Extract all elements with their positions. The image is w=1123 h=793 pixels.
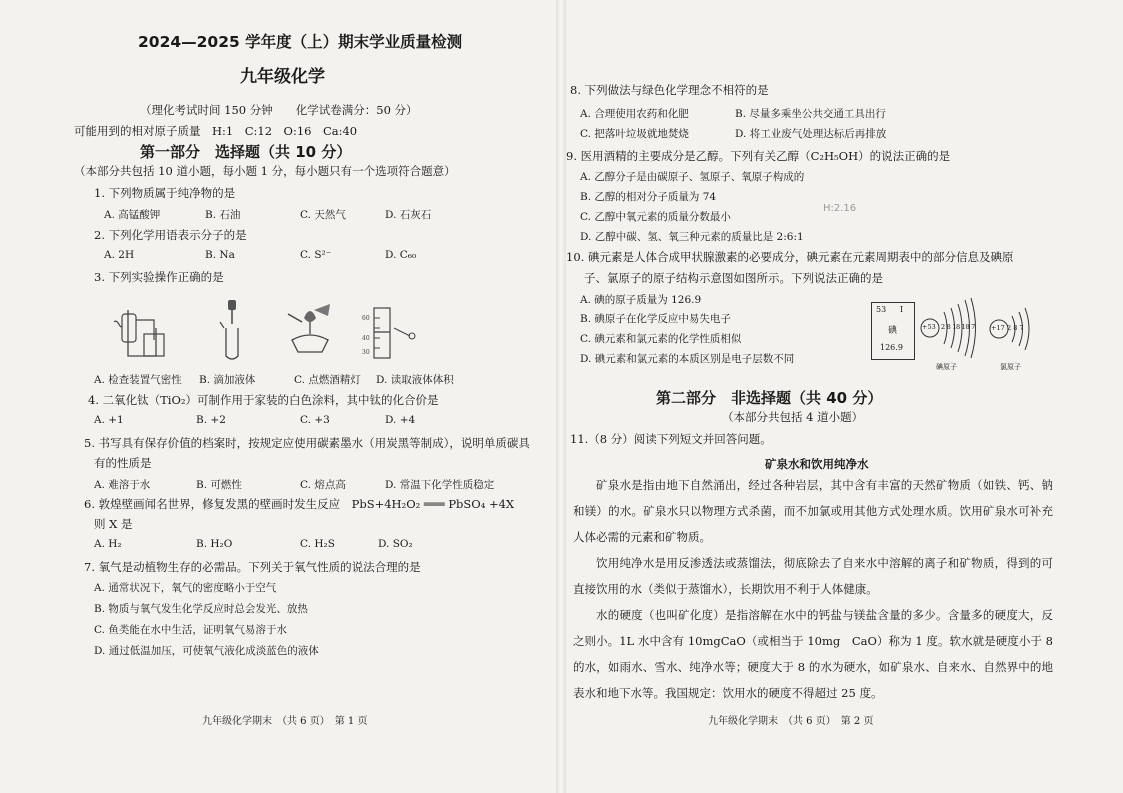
q8-option-d: D. 将工业废气处理达标后再排放	[735, 128, 887, 140]
relative-atomic-mass: 126.9	[880, 343, 903, 352]
part2-heading: 第二部分 非选择题（共 40 分）	[656, 389, 883, 407]
article-title: 矿泉水和饮用纯净水	[765, 457, 869, 471]
q6-option-b: B. H₂O	[196, 538, 233, 550]
q6-option-a: A. H₂	[94, 538, 122, 550]
q6-stem: 6. 敦煌壁画闻名世界，修复发黑的壁画时发生反应 PbS+4H₂O₂ ═══ PbSO₄ +4X	[84, 497, 515, 511]
q2-stem: 2. 下列化学用语表示分子的是	[94, 228, 247, 242]
part1-note: （本部分共包括 10 道小题，每小题 1 分，每小题只有一个选项符合题意）	[74, 164, 456, 178]
q9-option-b: B. 乙醇的相对分子质量为 74	[580, 191, 717, 203]
q6-stem-line2: 则 X 是	[94, 517, 133, 531]
q3-option-a: A. 检查装置气密性	[94, 374, 182, 386]
q3-option-c: C. 点燃酒精灯	[294, 374, 361, 386]
chlorine-electron-shells: 2 8 7	[1007, 324, 1024, 332]
q9-stem: 9. 医用酒精的主要成分是乙醇。下列有关乙醇（C₂H₅OH）的说法正确的是	[566, 149, 951, 163]
q7-option-d: D. 通过低温加压，可使氧气液化成淡蓝色的液体	[94, 645, 319, 657]
q5-stem-line2: 有的性质是	[94, 456, 152, 470]
q7-stem: 7. 氧气是动植物生存的必需品。下列关于氧气性质的说法合理的是	[84, 560, 421, 574]
q7-option-c: C. 鱼类能在水中生活，证明氧气易溶于水	[94, 624, 287, 636]
page2-footer: 九年级化学期末 （共 6 页） 第 2 页	[708, 716, 874, 727]
q1-option-b: B. 石油	[205, 209, 241, 221]
q5-option-a: A. 难溶于水	[94, 479, 151, 491]
q2-option-a: A. 2H	[104, 249, 135, 261]
q2-option-c: C. S²⁻	[300, 249, 332, 261]
q8-option-c: C. 把落叶垃圾就地焚烧	[580, 128, 689, 140]
q5-option-b: B. 可燃性	[196, 479, 242, 491]
q1-option-a: A. 高锰酸钾	[104, 209, 161, 221]
q4-option-b: B. +2	[196, 414, 226, 426]
article-paragraph-1: 矿泉水是指由地下自然涌出，经过各种岩层，其中含有丰富的天然矿物质（如铁、钙、钠和镁）的水。矿泉水只以物理方式杀菌，而不加氯或用其他方式处理水质。饮用矿泉水可补充人体必需的元素和矿物质。	[573, 478, 1053, 544]
q4-option-d: D. +4	[385, 414, 416, 426]
q9-option-a: A. 乙醇分子是由碳原子、氢原子、氧原子构成的	[580, 171, 805, 183]
q11-stem: 11.（8 分）阅读下列短文并回答问题。	[570, 432, 772, 446]
q5-option-d: D. 常温下化学性质稳定	[385, 479, 495, 491]
q10-option-d: D. 碘元素和氯元素的本质区别是电子层数不同	[580, 353, 795, 365]
q10-stem-line1: 10. 碘元素是人体合成甲状腺激素的必要成分，碘元素在元素周期表中的部分信息及碘原	[566, 250, 1014, 264]
chlorine-nucleus-charge: +17	[991, 324, 1005, 332]
q3-stem: 3. 下列实验操作正确的是	[94, 270, 224, 284]
iodine-atom-label: 碘原子	[936, 363, 957, 371]
svg-text:40: 40	[362, 335, 370, 342]
q10-option-a: A. 碘的原子质量为 126.9	[580, 294, 702, 306]
q5-stem-line1: 5. 书写具有保存价值的档案时，按规定应使用碳素墨水（用炭黑等制成），说明单质碳具	[84, 436, 530, 450]
handwritten-note: H:2.16	[823, 203, 857, 214]
q10-option-b: B. 碘原子在化学反应中易失电子	[580, 313, 731, 325]
q1-stem: 1. 下列物质属于纯净物的是	[94, 186, 236, 200]
part2-note: （本部分共包括 4 道小题）	[722, 410, 864, 424]
element-name: 碘	[888, 326, 898, 336]
q8-option-b: B. 尽量多乘坐公共交通工具出行	[735, 108, 886, 120]
q7-option-a: A. 通常状况下，氧气的密度略小于空气	[94, 582, 277, 594]
q4-option-c: C. +3	[300, 414, 330, 426]
subject-title: 九年级化学	[240, 67, 325, 87]
q3-option-d: D. 读取液体体积	[376, 374, 454, 386]
article-paragraph-3: 水的硬度（也叫矿化度）是指溶解在水中的钙盐与镁盐含量的多少。含量多的硬度大，反之则小。1L 水中含有 10mgCaO（或相当于 10mg CaO）称为 1 度。软水就是硬度小于 8 的水，如雨水、雪水、纯净水等；硬度大于 8 的水为硬水，如矿泉水、自来水、自然界中的地表水和地下水等。我国规定：饮用水的硬度不得超过 25 度。	[573, 608, 1053, 700]
q1-option-c: C. 天然气	[300, 209, 346, 221]
exam-title: 2024—2025 学年度（上）期末学业质量检测	[138, 33, 463, 51]
atomic-number: 53	[876, 305, 887, 314]
q6-option-d: D. SO₂	[378, 538, 413, 550]
q7-option-b: B. 物质与氧气发生化学反应时总会发光、放热	[94, 603, 308, 615]
q9-option-c: C. 乙醇中氧元素的质量分数最小	[580, 211, 731, 223]
q6-option-c: C. H₂S	[300, 538, 335, 550]
iodine-nucleus-charge: +53	[922, 323, 936, 331]
q2-option-b: B. Na	[205, 249, 235, 261]
q8-stem: 8. 下列做法与绿色化学理念不相符的是	[570, 83, 769, 97]
atomic-masses: 可能用到的相对原子质量 H:1 C:12 O:16 Ca:40	[74, 124, 358, 138]
q4-stem: 4. 二氧化钛（TiO₂）可制作用于家装的白色涂料，其中钛的化合价是	[88, 393, 439, 407]
q10-option-c: C. 碘元素和氯元素的化学性质相似	[580, 333, 742, 345]
q9-option-d: D. 乙醇中碳、氢、氧三种元素的质量比是 2:6:1	[580, 231, 804, 243]
exam-info: （理化考试时间 150 分钟 化学试卷满分：50 分）	[140, 103, 418, 117]
q1-option-d: D. 石灰石	[385, 209, 432, 221]
part1-heading: 第一部分 选择题（共 10 分）	[140, 143, 352, 161]
element-symbol: I	[900, 305, 904, 314]
q10-stem-line2: 子、氯原子的原子结构示意图如图所示。下列说法正确的是	[584, 271, 883, 285]
iodine-electron-shells: 2 8 18 18 7	[941, 323, 975, 331]
q8-option-a: A. 合理使用农药和化肥	[580, 108, 689, 120]
iodine-element-card	[871, 302, 915, 360]
svg-text:30: 30	[362, 349, 370, 356]
page1-footer: 九年级化学期末 （共 6 页） 第 1 页	[202, 716, 368, 727]
q2-option-d: D. C₆₀	[385, 249, 417, 261]
q4-option-a: A. +1	[94, 414, 124, 426]
svg-text:60: 60	[362, 315, 370, 322]
article-paragraph-2: 饮用纯净水是用反渗透法或蒸馏法，彻底除去了自来水中溶解的离子和矿物质，得到的可直接饮用的水（类似于蒸馏水），长期饮用不利于人体健康。	[573, 556, 1053, 596]
chlorine-atom-label: 氯原子	[1000, 363, 1021, 371]
q5-option-c: C. 熔点高	[300, 479, 346, 491]
q3-option-b: B. 滴加液体	[199, 374, 256, 386]
